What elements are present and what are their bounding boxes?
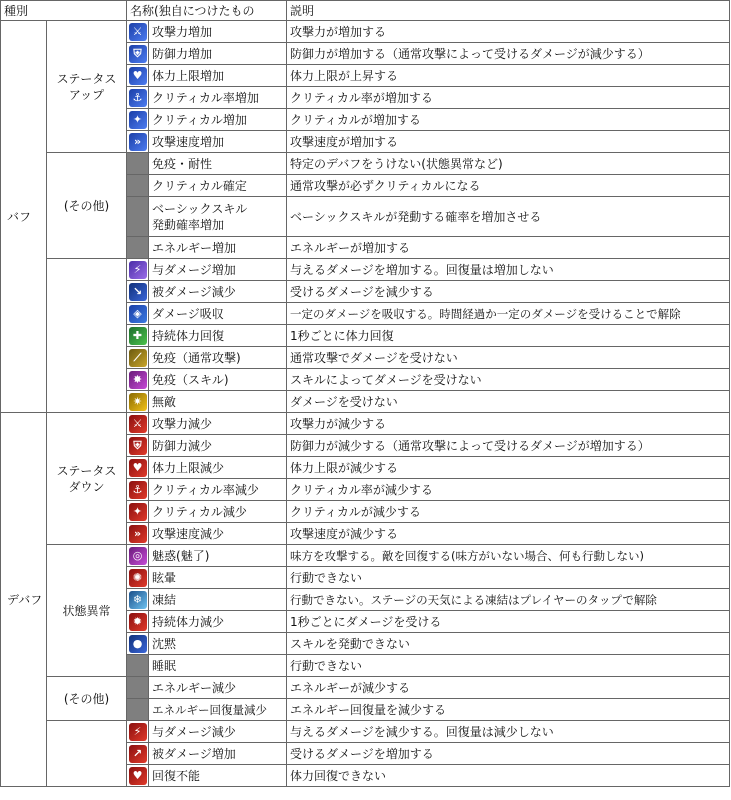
speed-up-icon: » <box>129 133 147 151</box>
effect-name: 攻撃力減少 <box>149 413 287 435</box>
header-row <box>1 1 730 21</box>
no-icon <box>127 175 149 197</box>
effect-description: 体力上限が上昇する <box>287 65 730 87</box>
no-icon <box>127 655 149 677</box>
effect-description: スキルによってダメージを受けない <box>287 369 730 391</box>
effect-description: クリティカル率が減少する <box>287 479 730 501</box>
barrier-icon: ◈ <box>129 305 147 323</box>
effect-description: 行動できない <box>287 567 730 589</box>
effect-name: 体力上限減少 <box>149 457 287 479</box>
effect-description: 与えるダメージを増加する。回復量は増加しない <box>287 259 730 281</box>
effect-name: 攻撃力増加 <box>149 21 287 43</box>
effect-description: 通常攻撃が必ずクリティカルになる <box>287 175 730 197</box>
effect-description: クリティカルが減少する <box>287 501 730 523</box>
effect-name: 魅惑(魅了) <box>149 545 287 567</box>
effect-name: 睡眠 <box>149 655 287 677</box>
effect-description: 攻撃速度が増加する <box>287 131 730 153</box>
damage-dealt-up-icon: ⚡ <box>129 261 147 279</box>
effect-name: 防御力減少 <box>149 435 287 457</box>
effect-description: 体力上限が減少する <box>287 457 730 479</box>
speed-down-icon: » <box>129 525 147 543</box>
effect-description: 1秒ごとに体力回復 <box>287 325 730 347</box>
heart-up-icon: ♥ <box>129 67 147 85</box>
effect-description: スキルを発動できない <box>287 633 730 655</box>
table-row <box>1 545 730 567</box>
effect-name: 防御力増加 <box>149 43 287 65</box>
effect-name: 無敵 <box>149 391 287 413</box>
subgroup-other: (その他) <box>47 153 127 259</box>
invincible-icon: ✷ <box>129 393 147 411</box>
effect-name: クリティカル率増加 <box>149 87 287 109</box>
effect-name: 被ダメージ減少 <box>149 281 287 303</box>
effect-description: 防御力が減少する（通常攻撃によって受けるダメージが増加する） <box>287 435 730 457</box>
header-description: 説明 <box>287 1 730 21</box>
effect-description: 受けるダメージを増加する <box>287 743 730 765</box>
effect-description: クリティカル率が増加する <box>287 87 730 109</box>
effect-name: 持続体力減少 <box>149 611 287 633</box>
effect-description: ベーシックスキルが発動する確率を増加させる <box>287 197 730 237</box>
effect-description: 通常攻撃でダメージを受けない <box>287 347 730 369</box>
freeze-icon: ❄ <box>129 591 147 609</box>
no-heal-icon: ♥ <box>129 767 147 785</box>
subgroup-blank <box>47 259 127 413</box>
effect-description: 1秒ごとにダメージを受ける <box>287 611 730 633</box>
no-icon <box>127 699 149 721</box>
effect-name: 持続体力回復 <box>149 325 287 347</box>
subgroup-abnormal: 状態異常 <box>47 545 127 677</box>
effect-name: 攻撃速度増加 <box>149 131 287 153</box>
effect-description: エネルギーが減少する <box>287 677 730 699</box>
sword-up-icon: ⚔ <box>129 23 147 41</box>
effect-name: クリティカル増加 <box>149 109 287 131</box>
effect-description: エネルギーが増加する <box>287 237 730 259</box>
effect-description: 行動できない。ステージの天気による凍結はプレイヤーのタップで解除 <box>287 589 730 611</box>
effect-description: 攻撃力が増加する <box>287 21 730 43</box>
effect-name: クリティカル率減少 <box>149 479 287 501</box>
effect-name: エネルギー減少 <box>149 677 287 699</box>
effect-name: ダメージ吸収 <box>149 303 287 325</box>
effect-name: 与ダメージ減少 <box>149 721 287 743</box>
effect-description: 攻撃速度が減少する <box>287 523 730 545</box>
effect-description: 行動できない <box>287 655 730 677</box>
table-row <box>1 259 730 281</box>
immune-skill-icon: ✸ <box>129 371 147 389</box>
effect-description: 体力回復できない <box>287 765 730 787</box>
effect-description: 受けるダメージを減少する <box>287 281 730 303</box>
critical-up-icon: ✦ <box>129 111 147 129</box>
regen-icon: ✚ <box>129 327 147 345</box>
effect-description: 防御力が増加する（通常攻撃によって受けるダメージが減少する） <box>287 43 730 65</box>
stun-icon: ✺ <box>129 569 147 587</box>
effect-description: ダメージを受けない <box>287 391 730 413</box>
effect-name: ベーシックスキル 発動確率増加 <box>149 197 287 237</box>
effect-name: 免疫（通常攻撃) <box>149 347 287 369</box>
damage-taken-up-icon: ↗ <box>129 745 147 763</box>
anchor-icon: ⚓ <box>129 89 147 107</box>
group-buff: バフ <box>1 21 47 413</box>
effect-name: 沈黙 <box>149 633 287 655</box>
shield-up-icon: ⛨ <box>129 45 147 63</box>
subgroup-blank <box>47 721 127 787</box>
effect-name: 眩暈 <box>149 567 287 589</box>
effect-description: 攻撃力が減少する <box>287 413 730 435</box>
effect-name: 体力上限増加 <box>149 65 287 87</box>
bleed-icon: ✹ <box>129 613 147 631</box>
header-category: 種別 <box>1 1 127 21</box>
effect-name: 回復不能 <box>149 765 287 787</box>
effect-name: クリティカル減少 <box>149 501 287 523</box>
no-icon <box>127 197 149 237</box>
shield-down-icon: ⛨ <box>129 437 147 455</box>
effect-description: クリティカルが増加する <box>287 109 730 131</box>
effect-name: 凍結 <box>149 589 287 611</box>
effect-description: 一定のダメージを吸収する。時間経過か一定のダメージを受けることで解除 <box>287 303 730 325</box>
charm-icon: ◎ <box>129 547 147 565</box>
effect-description: 味方を攻撃する。敵を回復する(味方がいない場合、何も行動しない) <box>287 545 730 567</box>
effect-name: エネルギー増加 <box>149 237 287 259</box>
effect-name: 免疫（スキル) <box>149 369 287 391</box>
effect-name: クリティカル確定 <box>149 175 287 197</box>
no-icon <box>127 153 149 175</box>
immune-attack-icon: ⟋ <box>129 349 147 367</box>
critical-down-icon: ✦ <box>129 503 147 521</box>
table-row <box>1 677 730 699</box>
group-debuff: デバフ <box>1 413 47 787</box>
damage-dealt-down-icon: ⚡ <box>129 723 147 741</box>
table-row <box>1 153 730 175</box>
no-icon <box>127 677 149 699</box>
effect-description: エネルギー回復量を減少する <box>287 699 730 721</box>
no-icon <box>127 237 149 259</box>
effect-name: 被ダメージ増加 <box>149 743 287 765</box>
effect-name: 攻撃速度減少 <box>149 523 287 545</box>
table-row <box>1 721 730 743</box>
effect-description: 特定のデバフをうけない(状態異常など) <box>287 153 730 175</box>
effect-description: 与えるダメージを減少する。回復量は減少しない <box>287 721 730 743</box>
table-row <box>1 21 730 43</box>
anchor-down-icon: ⚓ <box>129 481 147 499</box>
table-row <box>1 413 730 435</box>
sword-down-icon: ⚔ <box>129 415 147 433</box>
effect-name: 免疫・耐性 <box>149 153 287 175</box>
effect-name: 与ダメージ増加 <box>149 259 287 281</box>
effect-name: エネルギー回復量減少 <box>149 699 287 721</box>
header-name: 名称(独自につけたもの <box>127 1 287 21</box>
subgroup-status-down: ステータス ダウン <box>47 413 127 545</box>
damage-taken-down-icon: ↘ <box>129 283 147 301</box>
silence-icon: ● <box>129 635 147 653</box>
heart-down-icon: ♥ <box>129 459 147 477</box>
subgroup-other: (その他) <box>47 677 127 721</box>
subgroup-status-up: ステータス アップ <box>47 21 127 153</box>
